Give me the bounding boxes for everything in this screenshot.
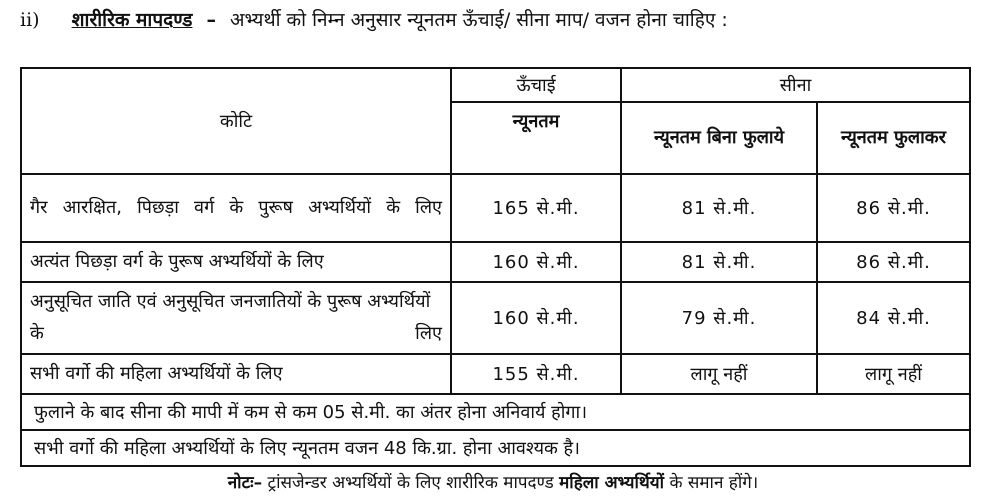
table-footer-row <box>21 394 970 430</box>
header-category: कोटि <box>21 68 451 174</box>
note-text-before: ट्रांसजेन्डर अभ्यर्थियों के लिए शारीरिक मापदण्ड <box>267 473 554 493</box>
header-chest-expanded: न्यूनतम फुलाकर <box>817 102 970 174</box>
row-chest-expanded: लागू नहीं <box>817 354 970 394</box>
table-row <box>21 282 970 354</box>
table-footer-row <box>21 430 970 466</box>
row-chest-unexpanded: 81 से.मी. <box>621 242 817 282</box>
physical-standards-table <box>20 67 971 467</box>
chest-expansion-note: फुलाने के बाद सीना की मापी में कम से कम 05 से.मी. का अंतर होना अनिवार्य होगा। <box>21 394 970 430</box>
section-title: शारीरिक मापदण्ड <box>71 9 193 31</box>
section-heading <box>20 6 728 32</box>
row-category: सभी वर्गो की महिला अभ्यर्थियों के लिए <box>21 354 451 394</box>
note-bold-text: महिला अभ्यर्थियों <box>559 473 665 493</box>
header-height-group: ऊँचाई <box>451 68 621 102</box>
row-chest-expanded: 86 से.मी. <box>817 174 970 242</box>
heading-dash: – <box>206 9 216 31</box>
row-height: 160 से.मी. <box>451 242 621 282</box>
header-chest-unexpanded: न्यूनतम बिना फुलाये <box>621 102 817 174</box>
row-category: अनुसूचित जाति एवं अनुसूचित जनजातियों के पुरूष अभ्यर्थियों के लिए <box>21 282 451 354</box>
row-chest-expanded: 86 से.मी. <box>817 242 970 282</box>
heading-text: अभ्यर्थी को निम्न अनुसार न्यूनतम ऊँचाई/ सीना माप/ वजन होना चाहिए : <box>230 9 728 31</box>
note-label: नोटः– <box>227 473 263 493</box>
row-category: गैर आरक्षित, पिछड़ा वर्ग के पुरूष अभ्यर्थियों के लिए <box>21 174 451 242</box>
row-height: 160 से.मी. <box>451 282 621 354</box>
header-height-min: न्यूनतम <box>451 102 621 174</box>
row-chest-unexpanded: 81 से.मी. <box>621 174 817 242</box>
row-height: 155 से.मी. <box>451 354 621 394</box>
section-number: ii) <box>20 9 40 31</box>
row-chest-unexpanded: लागू नहीं <box>621 354 817 394</box>
row-category: अत्यंत पिछड़ा वर्ग के पुरूष अभ्यर्थियों के लिए <box>21 242 451 282</box>
minimum-weight-note: सभी वर्गो की महिला अभ्यर्थियों के लिए न्यूनतम वजन 48 कि.ग्रा. होना आवश्यक है। <box>21 430 970 466</box>
table-row <box>21 174 970 242</box>
row-height: 165 से.मी. <box>451 174 621 242</box>
row-chest-expanded: 84 से.मी. <box>817 282 970 354</box>
table-row <box>21 242 970 282</box>
transgender-note <box>0 470 986 493</box>
header-chest-group: सीना <box>621 68 970 102</box>
note-text-after: के समान होंगे। <box>669 473 759 493</box>
table-row <box>21 354 970 394</box>
row-chest-unexpanded: 79 से.मी. <box>621 282 817 354</box>
